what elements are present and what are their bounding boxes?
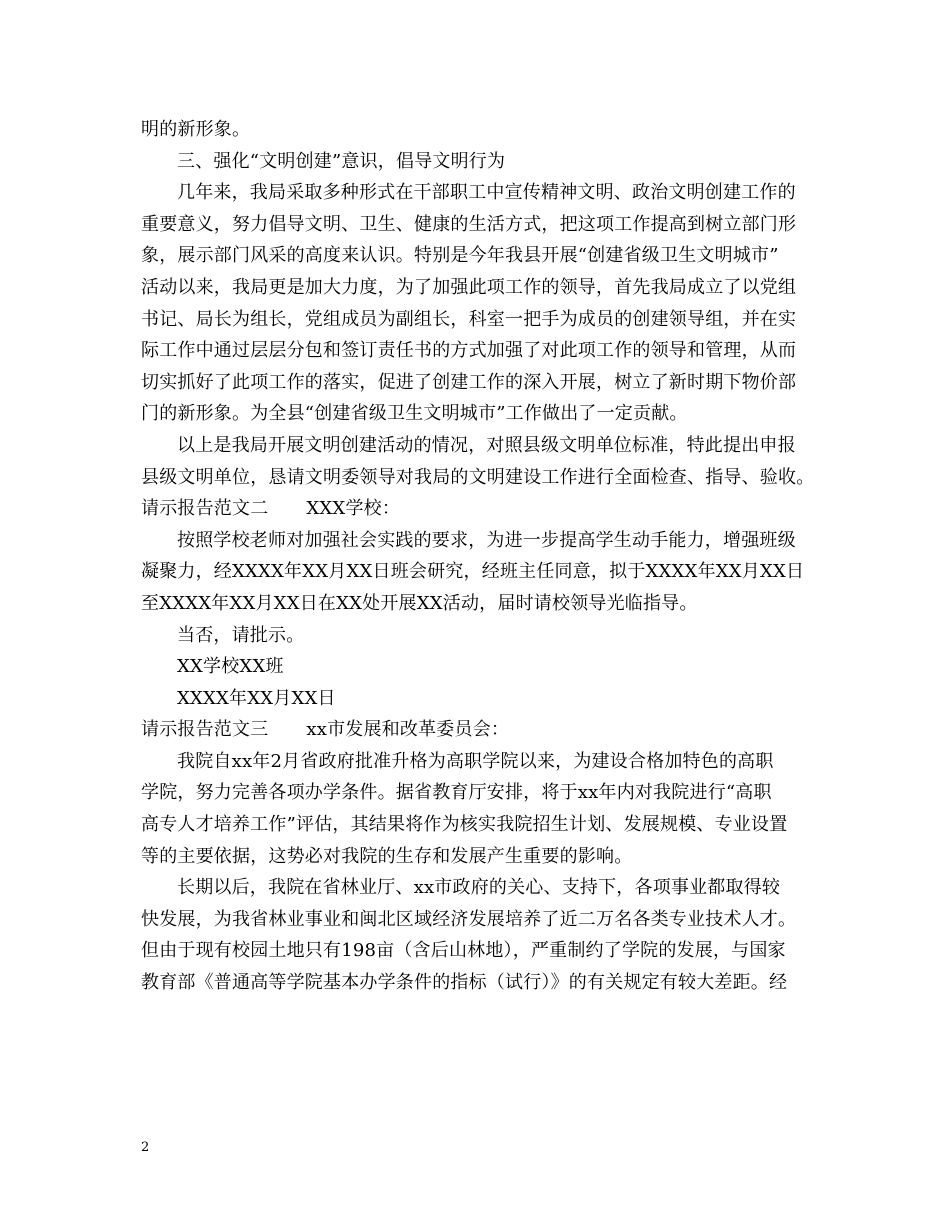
text-line: 教育部《普通高等学院基本办学条件的指标（试行）》的有关规定有较大差距。经 [141,972,788,994]
signature-line: XX学校XX班 [177,656,284,678]
text-line: 等的主要依据，这势必对我院的生存和发展产生重要的影响。 [141,845,633,867]
sample-heading [141,714,821,746]
text-line: 活动以来，我局更是加大力度，为了加强此项工作的领导，首先我局成立了以党组 [141,276,797,298]
text-line: 当否，请批示。 [177,624,305,646]
text-line: 门的新形象。为全县“创建省级卫生文明城市”工作做出了一定贡献。 [141,403,688,425]
text-line: 县级文明单位，恳请文明委领导对我局的文明建设工作进行全面检查、指导、验收。 [141,466,815,488]
text-line: 高专人才培养工作”评估，其结果将作为核实我院招生计划、发展规模、专业设置 [141,814,788,836]
text-line: 凝聚力，经XXXX年XX月XX日班会研究，经班主任同意，拟于XXXX年XX月XX日 [141,561,805,583]
sample-heading [141,493,821,525]
text-line: 快发展，为我省林业事业和闽北区域经济发展培养了近二万名各类专业技术人才。 [141,908,797,930]
text-line: 长期以后，我院在省林业厅、xx市政府的关心、支持下，各项事业都取得较 [177,877,781,899]
text-line: 象，展示部门风采的高度来认识。特别是今年我县开展“创建省级卫生文明城市” [141,245,779,267]
sample-title: 请示报告范文三 [141,719,269,741]
document-body [141,114,821,999]
text-line: 至XXXX年XX月XX日在XX处开展XX活动，届时请校领导光临指导。 [141,592,698,614]
page-number: 2 [141,1140,150,1155]
addressee: xx市发展和改革委员会： [306,719,510,741]
text-line: 按照学校老师对加强社会实践的要求，为进一步提高学生动手能力，增强班级 [177,529,796,551]
text-line: 切实抓好了此项工作的落实，促进了创建工作的深入开展，树立了新时期下物价部 [141,371,797,393]
text-line: 但由于现有校园土地只有198亩（含后山林地），严重制约了学院的发展，与国家 [141,940,786,962]
sample-title: 请示报告范文二 [141,498,269,520]
text-line: 我院自xx年2月省政府批准升格为高职学院以来，为建设合格加特色的高职 [177,750,774,772]
text-line: 书记、局长为组长，党组成员为副组长，科室一把手为成员的创建领导组，并在实 [141,308,797,330]
text-line: 重要意义，努力倡导文明、卫生、健康的生活方式，把这项工作提高到树立部门形 [141,213,797,235]
date-line: XXXX年XX月XX日 [177,687,336,709]
text-line: 学院，努力完善各项办学条件。据省教育厅安排，将于xx年内对我院进行“高职 [141,782,772,804]
section-heading: 三、强化“文明创建”意识，倡导文明行为 [177,150,506,172]
text-line: 明的新形象。 [141,119,251,140]
text-line: 际工作中通过层层分包和签订责任书的方式加强了对此项工作的领导和管理，从而 [141,340,797,362]
text-line: 几年来，我局采取多种形式在干部职工中宣传精神文明、政治文明创建工作的 [177,182,796,204]
addressee: XXX学校： [306,498,401,520]
text-line: 以上是我局开展文明创建活动的情况，对照县级文明单位标准，特此提出申报 [177,434,796,456]
